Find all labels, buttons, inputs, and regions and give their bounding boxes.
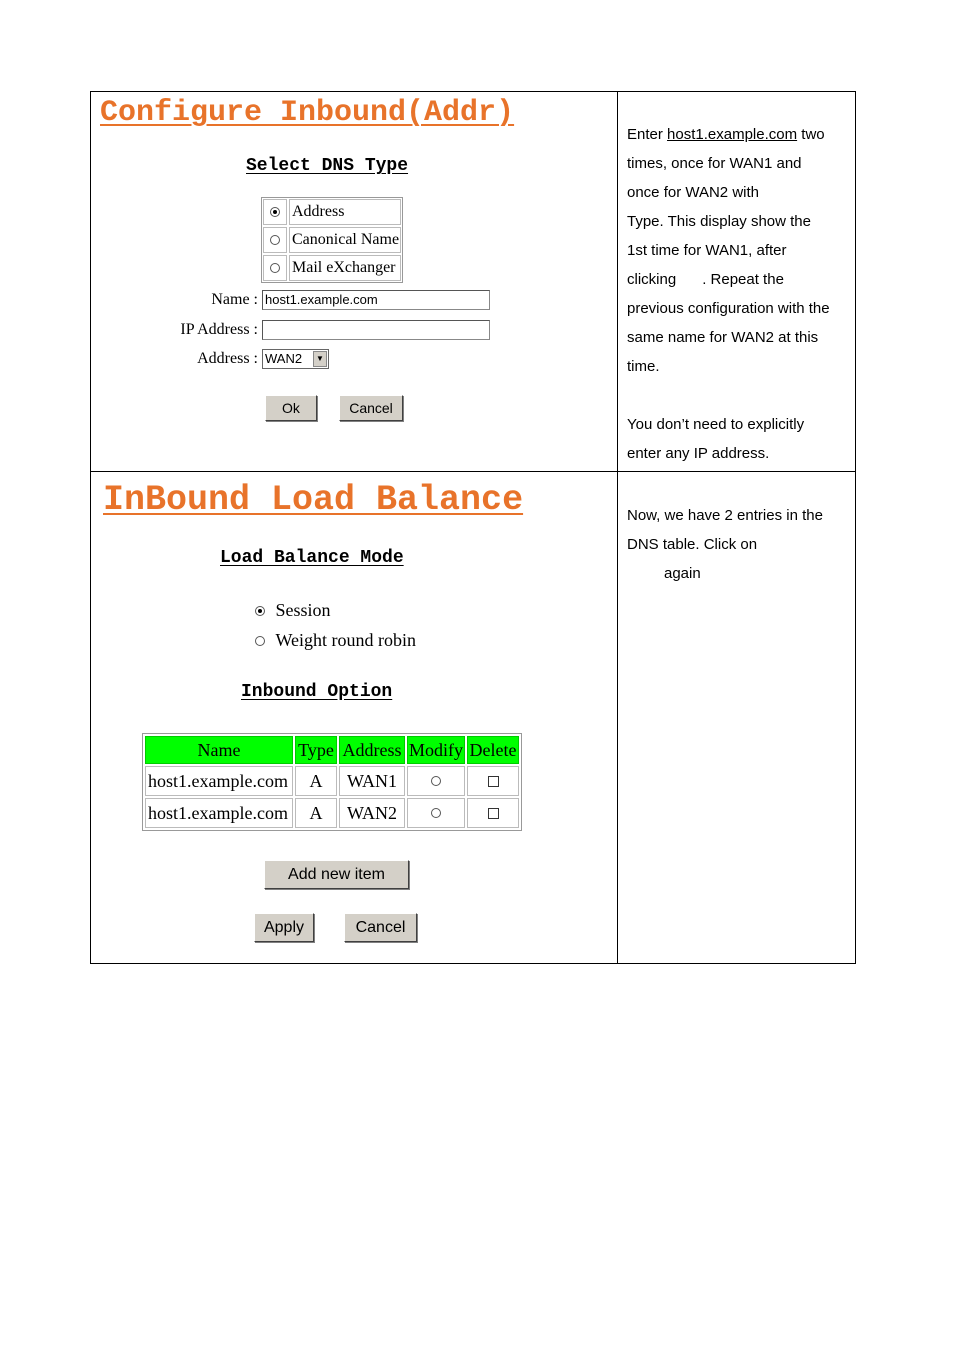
- name-input[interactable]: host1.example.com: [262, 290, 490, 310]
- mode-option[interactable]: [255, 630, 416, 651]
- column-divider: [617, 91, 618, 964]
- modify-radio[interactable]: [431, 808, 441, 818]
- address-select[interactable]: [262, 349, 329, 369]
- ip-address-input[interactable]: [262, 320, 490, 340]
- mode-label: Session: [275, 600, 331, 620]
- address-label: Address :: [197, 350, 258, 367]
- dns-type-row[interactable]: [262, 198, 402, 226]
- column-header: Delete: [467, 736, 519, 764]
- add-new-item-button[interactable]: Add new item: [264, 860, 409, 889]
- inbound-option-heading: Inbound Option: [241, 682, 393, 702]
- note-text: Type. This display show the: [627, 213, 811, 230]
- note-text: previous configuration with the: [627, 300, 830, 317]
- row-type: A: [295, 798, 337, 828]
- load-balance-mode-heading: Load Balance Mode: [220, 548, 404, 568]
- select-dns-type-heading: Select DNS Type: [246, 156, 409, 176]
- note-text: . Repeat the: [702, 271, 784, 288]
- note-text: enter any IP address.: [627, 445, 770, 462]
- dns-type-canonical-radio[interactable]: [270, 235, 280, 245]
- mode-label: Weight round robin: [275, 630, 417, 650]
- note-text: time.: [627, 358, 660, 375]
- inbound-title: InBound Load Balance: [103, 480, 524, 520]
- column-header: Address: [339, 736, 405, 764]
- cancel-button-2[interactable]: Cancel: [344, 913, 417, 942]
- dns-type-mx-radio[interactable]: [270, 263, 280, 273]
- dns-type-label: Canonical Name: [289, 227, 401, 253]
- note-text: Enter: [627, 126, 668, 143]
- mode-wrr-radio[interactable]: [255, 636, 265, 646]
- apply-button[interactable]: Apply: [254, 913, 314, 942]
- row-address: WAN1: [339, 766, 405, 796]
- row-name: host1.example.com: [145, 798, 293, 828]
- column-header: Modify: [407, 736, 465, 764]
- note-text: same name for WAN2 at this: [627, 329, 819, 346]
- column-header: Type: [295, 736, 337, 764]
- dns-type-label: Address: [289, 199, 401, 225]
- mode-option[interactable]: [255, 600, 331, 621]
- inbound-table: [142, 733, 522, 831]
- note-text: You don’t need to explicitly: [627, 416, 805, 433]
- ok-button[interactable]: Ok: [265, 395, 317, 421]
- note-text: DNS table. Click on: [627, 536, 758, 553]
- cancel-button[interactable]: Cancel: [339, 395, 403, 421]
- chevron-down-icon[interactable]: ▼: [313, 351, 327, 367]
- address-select-value: WAN2: [265, 351, 303, 366]
- column-header: Name: [145, 736, 293, 764]
- dns-type-label: Mail eXchanger: [289, 255, 401, 281]
- row-name: host1.example.com: [145, 766, 293, 796]
- note-text: Now, we have 2 entries in the: [627, 507, 823, 524]
- configure-title: Configure Inbound(Addr): [100, 96, 515, 130]
- modify-radio[interactable]: [431, 776, 441, 786]
- mode-session-radio[interactable]: [255, 606, 265, 616]
- note-text: times, once for WAN1 and: [627, 155, 802, 172]
- note-text: two: [797, 126, 825, 143]
- table-header: [144, 735, 520, 765]
- table-row: [144, 765, 520, 797]
- row-divider: [90, 471, 856, 472]
- dns-type-row[interactable]: [262, 254, 402, 282]
- dns-type-address-radio[interactable]: [270, 207, 280, 217]
- row-address: WAN2: [339, 798, 405, 828]
- note-inbound: [627, 501, 849, 588]
- note-text: 1st time for WAN1, after: [627, 242, 787, 259]
- delete-checkbox[interactable]: [488, 808, 499, 819]
- name-label: Name :: [211, 291, 258, 308]
- delete-checkbox[interactable]: [488, 776, 499, 787]
- note-text: again: [664, 565, 701, 582]
- table-row: [144, 797, 520, 829]
- host-link[interactable]: host1.example.com: [667, 126, 798, 143]
- note-configure: [627, 120, 849, 468]
- row-type: A: [295, 766, 337, 796]
- dns-type-row[interactable]: [262, 226, 402, 254]
- ip-address-label: IP Address :: [180, 321, 258, 338]
- dns-type-table: [261, 197, 403, 283]
- note-text: once for WAN2 with: [627, 184, 759, 201]
- note-text: clicking: [627, 271, 677, 288]
